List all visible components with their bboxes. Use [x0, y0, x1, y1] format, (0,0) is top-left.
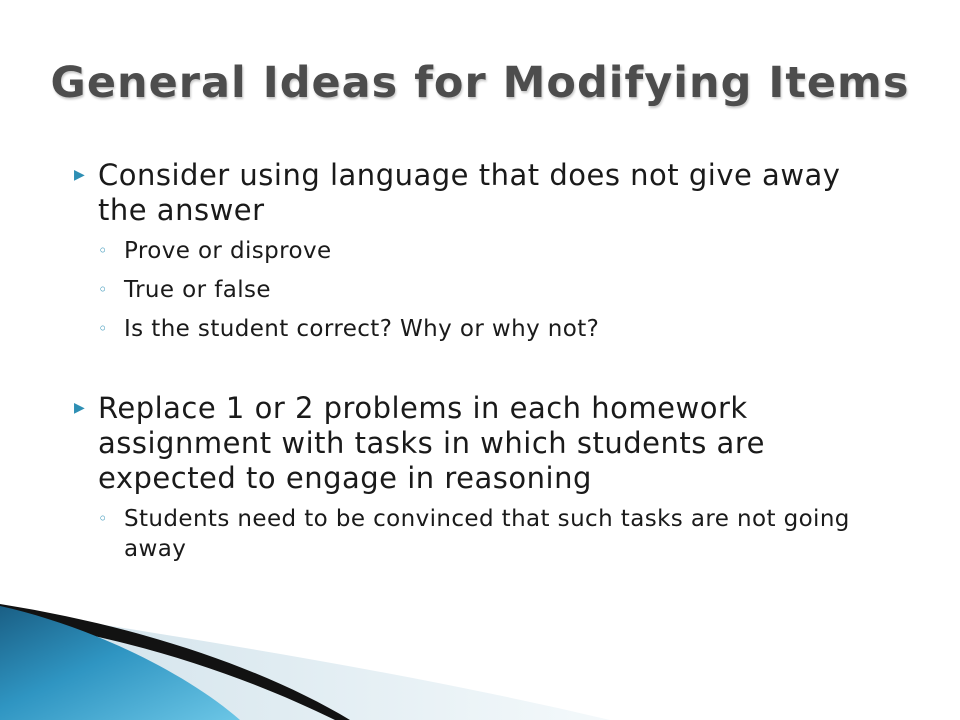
- triangle-right-icon: ▶: [74, 400, 86, 416]
- bullet-text: Replace 1 or 2 problems in each homework assignment with tasks in which students are expected to engage in reasoning: [98, 391, 765, 495]
- sub-item-text: True or false: [124, 277, 271, 303]
- triangle-right-icon: ▶: [74, 167, 86, 183]
- circle-bullet-icon: ◦: [98, 241, 108, 260]
- sub-item-text: Students need to be convinced that such tasks are not going away: [124, 506, 850, 562]
- bullet-text: Consider using language that does not give away the answer: [98, 158, 841, 227]
- sub-item-text: Is the student correct? Why or why not?: [124, 316, 600, 342]
- sub-item-text: Prove or disprove: [124, 238, 332, 264]
- circle-bullet-icon: ◦: [98, 280, 108, 299]
- slide-title: General Ideas for Modifying Items: [50, 58, 910, 108]
- circle-bullet-icon: ◦: [98, 509, 108, 528]
- circle-bullet-icon: ◦: [98, 319, 108, 338]
